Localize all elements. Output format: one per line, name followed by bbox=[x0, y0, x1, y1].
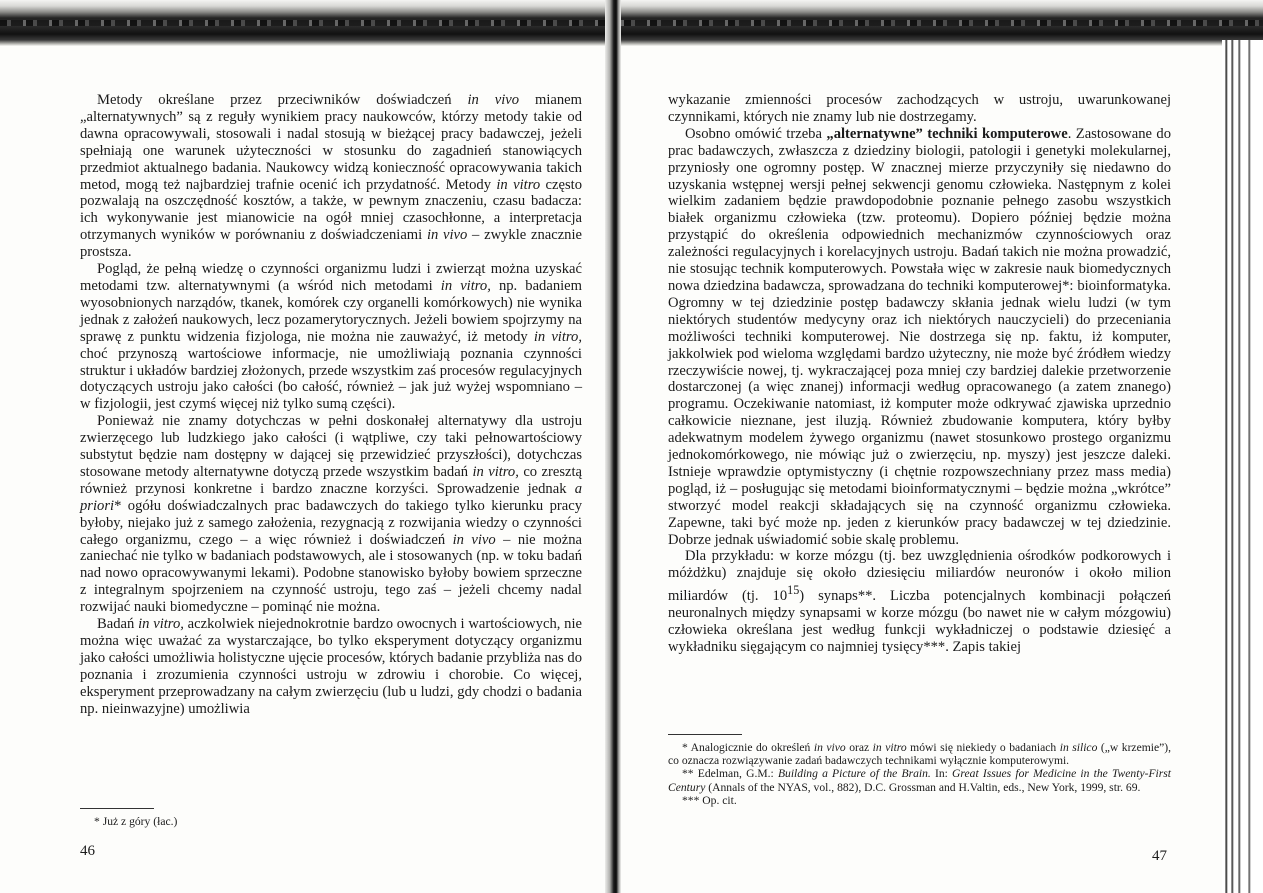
paragraph: wykazanie zmienności procesów zachodzących w ustroju, uwarunkowanej czynnikami, których nie znamy lub nie dostrzegamy. bbox=[668, 92, 1171, 125]
footnote: ** Edelman, G.M.: Building a Picture of the Brain. In: Great Issues for Medicine in the Twenty-First Century (Annals of the NYAS, vol., 882), D.C. Grossman and H.Valtin, eds., New York, 1999, str. 69. bbox=[668, 767, 1171, 794]
page-edges bbox=[1222, 40, 1263, 893]
paragraph: Badań in vitro, aczkolwiek niejednokrotnie bardzo owocnych i wartościowych, nie można więc uważać za wystarczające, bo tylko eksperyment dotyczący organizmu jako całości umożliwia holistyczne ujęcie procesów, których badanie przybliża nas do poznania i zrozumienia czynności ustroju w zdrowiu i chorobie. Co więcej, eksperyment przeprowadzany na całym zwierzęciu (lub u ludzi, gdy chodzi o badania np. nieinwazyjne) umożliwia bbox=[80, 616, 583, 717]
right-footnotes bbox=[668, 734, 1171, 807]
paragraph: Osobno omówić trzeba „alternatywne” techniki komputerowe. Zastosowane do prac badawczych, zwłaszcza z dziedziny biologii, patologii i genetyki molekularnej, przyniosły one ogromny postęp. W znacznej mierze przyczyniły się niedawno do uzyskania wstępnej wersji pełnej sekwencji genomu człowieka. Następnym z kolei wielkim zadaniem będzie prawdopodobnie poznanie pełnego zasobu wszystkich białek organizmu człowieka (tzw. proteomu). Dopiero później będzie można przystąpić do określenia odpowiednich mechanizmów czynnościowych oraz zależności regulacyjnych i korelacyjnych ustroju. Badań takich nie można prowadzić, nie stosując technik komputerowych. Powstała więc w zakresie nauk biomedycznych nowa dziedzina badawcza, sprowadzana do techniki komputerowej*: bioinformatyka. Ogromny w tej dziedzinie postęp badawczy skłania jednak wielu ludzi (w tym niektórych studentów medycyny oraz ich niektórych nauczycieli) do przeceniania możliwości techniki komputerowej. Nie dostrzega się np. faktu, iż komputer, jakkolwiek pod wieloma względami bardzo użyteczny, nie może być źródłem wiedzy rzeczywiście nowej, tj. wykraczającej poza mniej czy bardziej dalekie przetworzenie dostarczonej (a więc znanej) informacji według opracowanego (a zatem znanego) programu. Oczekiwanie natomiast, iż komputer może odkrywać zjawiska uprzednio całkowicie nieznane, jest iluzją. Również zbudowanie komputera, który byłby adekwatnym modelem żywego organizmu (nawet stosunkowo prostego organizmu jednokomórkowego, nie mówiąc już o zwierzęciu, np. myszy) jest jeszcze daleki. Istnieje wprawdzie optymistyczny (i chętnie rozpowszechniany przez mass media) pogląd, iż – posługując się metodami bioinformatycznymi – będzie można „wkrótce” stworzyć model reakcji składających się na czynność organizmu człowieka. Zapewne, taki być może np. jeden z kierunków pracy badawczej w tej dziedzinie. Dobrze jednak uświadomić sobie skalę problemu. bbox=[668, 125, 1172, 548]
footnote-rule bbox=[668, 734, 742, 735]
paragraph: Pogląd, że pełną wiedzę o czynności organizmu ludzi i zwierząt można uzyskać metodami tzw. alternatywnymi (a wśród nich metodami in vitro, np. badaniem wyosobnionych narządów, tkanek, komórek czy organelli komórkowych) nie wynika jednak z założeń naukowych, lecz pozamerytorycznych. Jeżeli bowiem spojrzymy na sprawę z punktu widzenia fizjologa, nie można nie zauważyć, iż metody in vitro, choć przynoszą wartościowe informacje, nie umożliwiają poznania czynności struktur i układów bardziej złożonych, przede wszystkim zaś procesów regulacyjnych dotyczących ustroju jako całości (bo całość, również – jak już wyżej wspomniano – w fizjologii, jest czymś więcej niż tylko sumą części). bbox=[80, 261, 582, 413]
paragraph: Metody określane przez przeciwników doświadczeń in vivo mianem „alternatywnych” są z reguły wynikiem pracy naukowców, którzy metody takie od dawna opracowywali, stosowali i nadal stosują w bieżącej pracy badawczej, jeżeli spełniają one warunek użyteczności w stosunku do zagadnień stanowiących przedmiot aktualnego badania. Naukowcy widzą konieczność opracowywania takich metod, mogą też najbardziej trafnie ocenić ich przydatność. Metody in vitro często pozwalają na oszczędność kosztów, a także, w pewnym znaczeniu, czasu badacza: ich wykonywanie jest mianowicie na ogół mniej czasochłonne, a interpretacja otrzymanych wyników w porównaniu z doświadczeniami in vivo – zwykle znacznie prostsza. bbox=[80, 92, 582, 261]
scan-top-shadow bbox=[0, 0, 1263, 46]
left-footnotes bbox=[80, 808, 582, 828]
left-page-body bbox=[80, 92, 582, 718]
footnote: * Już z góry (łac.) bbox=[94, 815, 178, 828]
footnote: *** Op. cit. bbox=[682, 793, 737, 807]
right-page-body bbox=[668, 92, 1171, 656]
paragraph: Dla przykładu: w korze mózgu (tj. bez uwzględnienia ośrodków podkorowych i móżdżku) znajduje się około dziesięciu miliardów neuronów i około milion miliardów (tj. $10^{15}$) synaps**. Liczba potencjalnych kombinacji połączeń neuronalnych między synapsami w korze mózgu (bo nawet nie w całym mózgowiu) człowieka określana jest według funkcji wykładniczej o podstawie dziesięć a wykładniku sięgającym co najmniej tysięcy***. Zapis takiej bbox=[668, 548, 1171, 655]
book-gutter bbox=[605, 0, 621, 893]
paragraph: Ponieważ nie znamy dotychczas w pełni doskonałej alternatywy dla ustroju zwierzęcego lub ludzkiego jako całości (i wątpliwe, czy taki pełnowartościowy substytut będzie nam dostępny w dającej się przewidzieć przyszłości), dotychczas stosowane metody alternatywne dotyczą przede wszystkim badań in vitro, co zresztą również przynosi konkretne i bardzo znaczne korzyści. Sprowadzenie jednak a priori* ogółu doświadczalnych prac badawczych do takiego tylko kierunku pracy byłoby, niejako już z samego założenia, rezygnacją z rozwijania wiedzy o czynności całego organizmu, czego – a więc również i doświadczeń in vivo – nie można zaniechać nie tylko w badaniach podstawowych, ale i stosowanych (np. w toku badań nad nowo opracowywanymi lekami). Podobne stanowisko byłoby bowiem sprzeczne z integralnym spojrzeniem na czynność ustroju, tego zaś – jeżeli chcemy nadal rozwijać nauki biomedyczne – pominąć nie można. bbox=[80, 413, 583, 616]
page-number-right: 47 bbox=[1152, 848, 1167, 864]
footnote: * Analogicznie do określeń in vivo oraz in vitro mówi się niekiedy o badaniach in silico („w krzemie”), co oznacza rozwiązywanie zadań badawczych technikami wyłącznie komputerowymi. bbox=[668, 741, 1172, 768]
footnote-rule bbox=[80, 808, 154, 809]
page-number-left: 46 bbox=[80, 843, 95, 859]
